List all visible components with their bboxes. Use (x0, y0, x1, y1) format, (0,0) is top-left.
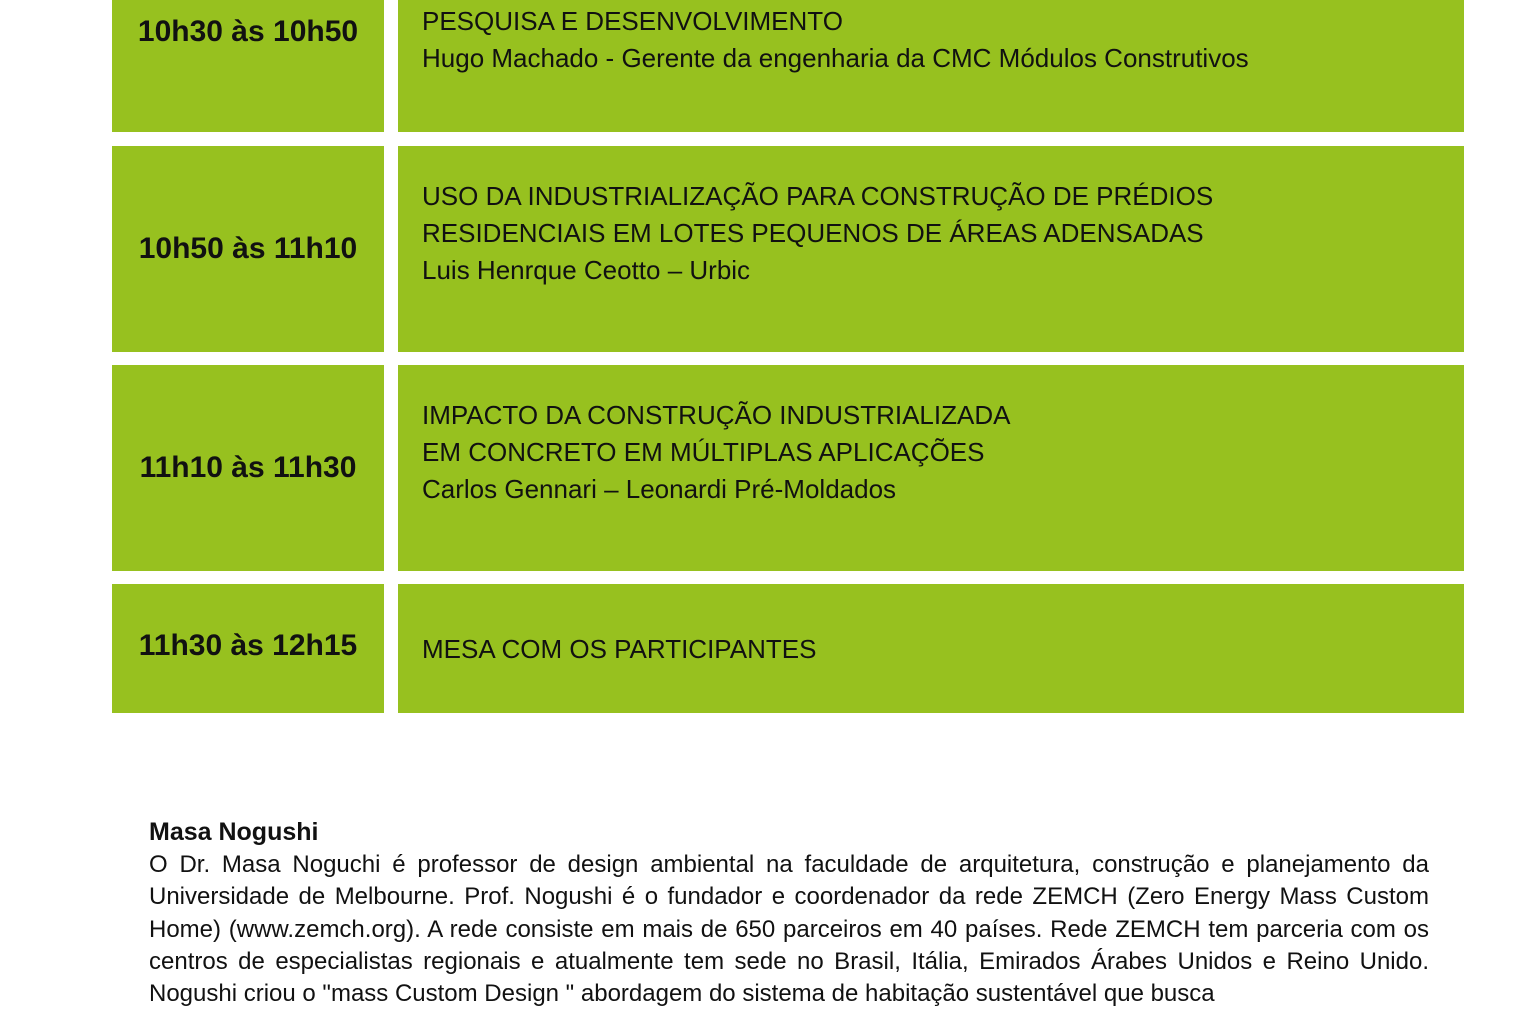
session-line: IMPACTO DA CONSTRUÇÃO INDUSTRIALIZADA (422, 399, 1011, 430)
time-label: 10h30 às 10h50 (137, 15, 359, 48)
time-cell (112, 365, 384, 571)
time-cell (112, 146, 384, 352)
time-cell (112, 584, 384, 713)
session-speaker: Hugo Machado - Gerente da engenharia da CMC Módulos Construtivos (422, 43, 1249, 73)
session-speaker: Luis Henrque Ceotto – Urbic (422, 254, 751, 285)
session-line: EM CONCRETO EM MÚLTIPLAS APLICAÇÕES (422, 436, 985, 467)
time-cell (112, 0, 384, 132)
bio-name: Masa Nogushi (149, 818, 319, 846)
session-line: PESQUISA E DESENVOLVIMENTO (422, 6, 843, 36)
session-speaker: Carlos Gennari – Leonardi Pré-Moldados (422, 473, 897, 504)
session-cell (398, 365, 1464, 571)
schedule-row (112, 584, 1464, 713)
bio-text: O Dr. Masa Noguchi é professor de design ambiental na faculdade de arquitetura, construção e planejamento da Universidade de Melbourne. Prof. Nogushi é o fundador e coordenador da rede ZEMCH (Zero Energy Mass Custom Home) (www.zemch.org). A rede consiste em mais de 650 parceiros em 40 países. Rede ZEMCH tem parceria com os centros de especialistas regionais e atualmente tem sede no Brasil, Itália, Emirados Árabes Unidos e Reino Unido. Nogushi criou o "mass Custom Design " abordagem do sistema de habitação sustentável que busca (149, 851, 1429, 1008)
schedule-row (112, 0, 1464, 132)
time-label: 11h10 às 11h30 (139, 451, 357, 484)
session-cell (398, 584, 1464, 713)
schedule-row (112, 146, 1464, 352)
session-line: MESA COM OS PARTICIPANTES (422, 633, 817, 664)
schedule-row (112, 365, 1464, 571)
session-cell (398, 0, 1464, 132)
speaker-bio (149, 815, 1429, 1010)
time-label: 11h30 às 12h15 (138, 629, 358, 662)
time-label: 10h50 às 11h10 (138, 232, 358, 265)
session-cell (398, 146, 1464, 352)
session-line: RESIDENCIAIS EM LOTES PEQUENOS DE ÁREAS ADENSADAS (422, 217, 1204, 248)
session-line: USO DA INDUSTRIALIZAÇÃO PARA CONSTRUÇÃO DE PRÉDIOS (422, 180, 1214, 211)
